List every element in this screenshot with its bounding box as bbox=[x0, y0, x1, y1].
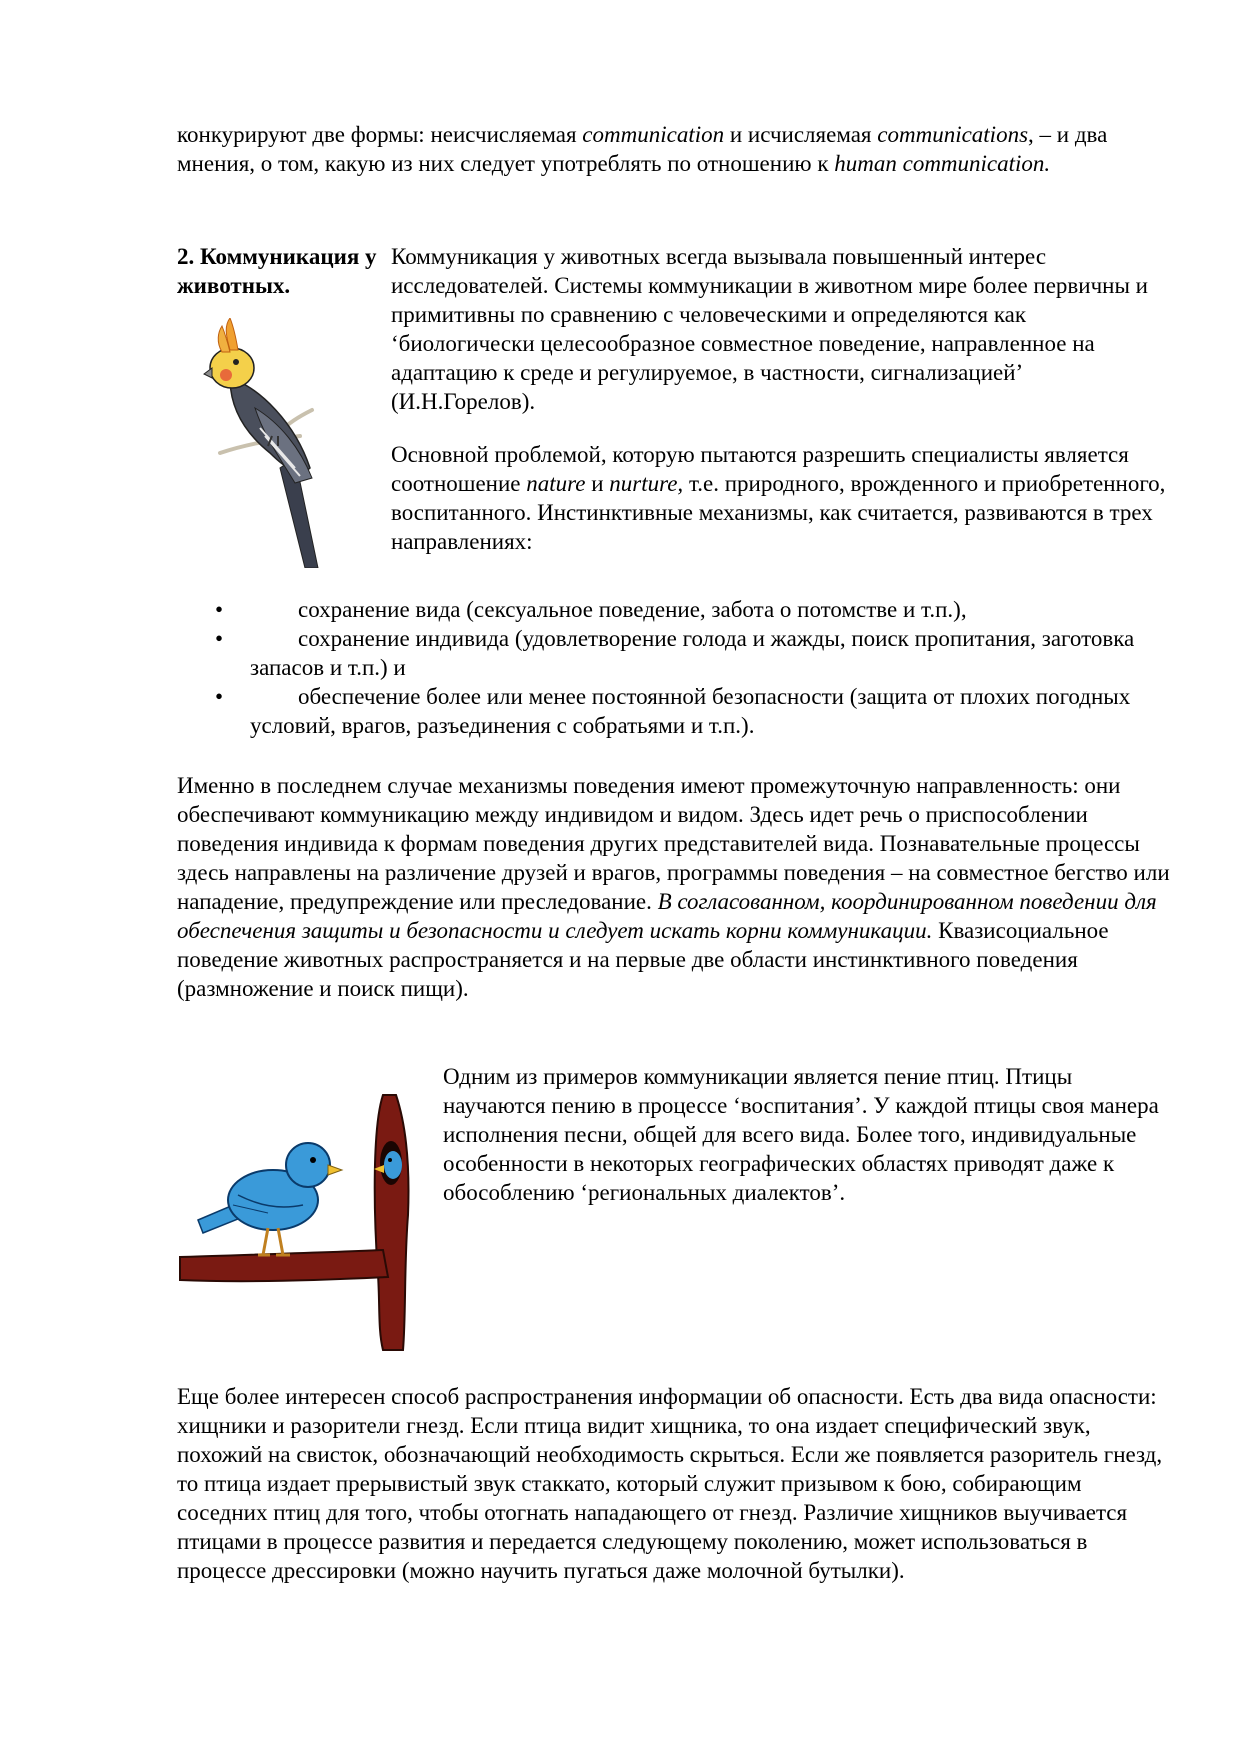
intro-text-1: конкурируют две формы: неисчисляемая bbox=[177, 122, 583, 147]
section-paragraph-2 bbox=[391, 440, 1171, 556]
intro-term-communication: communication bbox=[582, 122, 725, 147]
list-item-text: сохранение вида (сексуальное поведение, забота о потомстве и т.п.), bbox=[298, 597, 967, 622]
bullet-dot-icon: • bbox=[215, 597, 224, 622]
list-item bbox=[177, 682, 1177, 740]
bullet-list bbox=[177, 595, 1177, 740]
paragraph-4 bbox=[443, 1062, 1178, 1207]
bluebirds-on-tree-branch-illustration bbox=[178, 1085, 428, 1355]
section-heading-text: 2. Коммуникация у животных. bbox=[177, 244, 377, 298]
section-paragraph-1 bbox=[391, 242, 1171, 416]
bullet-dot-icon: • bbox=[215, 626, 224, 651]
cockatiel-parrot-illustration bbox=[200, 318, 350, 568]
section-heading bbox=[177, 242, 387, 300]
list-item bbox=[177, 624, 1177, 682]
intro-paragraph bbox=[177, 120, 1177, 178]
p2-term-nature: nature bbox=[526, 471, 586, 496]
list-item-text: обеспечение более или менее постоянной безопасности (защита от плохих погодных условий, врагов, разъединения с собратьями и т.п.). bbox=[250, 684, 1131, 738]
paragraph-5-text: Еще более интересен способ распространения информации об опасности. Есть два вида опасности: хищники и разорители гнезд. Если птица видит хищника, то она издает специфический звук, похожий на свисток, обозначающий необходимость скрыться. Если же появляется разоритель гнезд, то птица издает прерывистый звук стаккато, который служит призывом к бою, собирающим соседних птиц для того, чтобы отогнать нападающего от гнезд. Различие хищников выучивается птицами в процессе развития и передается следующему поколению, может использоваться в процессе дрессировки (можно научить пугаться даже молочной бутылки). bbox=[177, 1384, 1163, 1583]
p3-text-1: Именно в последнем случае механизмы поведения имеют промежуточную направленность: они обеспечивают коммуникацию между индивидом и видом. Здесь идет речь о приспособлении поведения индивида к формам поведения других представителей вида. Познавательные процессы здесь направлены на различение друзей и врагов, программы поведения – на совместное бегство или нападение, предупреждение или преследование. bbox=[177, 773, 1170, 914]
intro-text-2: и исчисляемая bbox=[724, 122, 878, 147]
p2-text-2: и bbox=[585, 471, 610, 496]
intro-text-3: , – и два мнения, о том, какую из них следует употреблять по отношению к bbox=[177, 122, 1108, 176]
p2-text-1: Основной проблемой, которую пытаются разрешить специалисты является соотношение bbox=[391, 442, 1129, 496]
intro-term-human-communication: human communication. bbox=[834, 151, 1051, 176]
p2-text-3: т.е. природного, врожденного и приобретенного, воспитанного. Инстинктивные механизмы, как считается, развиваются в трех направлениях: bbox=[391, 471, 1166, 554]
p3-text-2: Квазисоциальное поведение животных распространяется и на первые две области инстинктивного поведения (размножение и поиск пищи). bbox=[177, 918, 1109, 1001]
paragraph-5 bbox=[177, 1382, 1177, 1585]
parrot-svg bbox=[200, 318, 350, 568]
paragraph-3 bbox=[177, 771, 1177, 1003]
intro-term-communications: communications bbox=[877, 122, 1029, 147]
bluebirds-svg bbox=[178, 1085, 428, 1355]
list-item-text: сохранение индивида (удовлетворение голода и жажды, поиск пропитания, заготовка запасов и т.п.) и bbox=[250, 626, 1135, 680]
p2-term-nurture: nurture, bbox=[609, 471, 684, 496]
bullet-list-items bbox=[177, 595, 1177, 740]
p3-italic-text: В согласованном, координированном поведении для обеспечения защиты и безопасности и следует искать корни коммуникации. bbox=[177, 889, 1157, 943]
paragraph-4-text: Одним из примеров коммуникации является пение птиц. Птицы научаются пению в процессе ‘воспитания’. У каждой птицы своя манера исполнения песни, общей для всего вида. Более того, индивидуальные особенности в некоторых географических областях приводят даже к обособлению ‘региональных диалектов’. bbox=[443, 1064, 1159, 1205]
bullet-dot-icon: • bbox=[215, 684, 224, 709]
list-item bbox=[177, 595, 1177, 624]
section-paragraph-1-text: Коммуникация у животных всегда вызывала повышенный интерес исследователей. Системы коммуникации в животном мире более первичны и примитивны по сравнению с человеческими и определяются как ‘биологически целесообразное совместное поведение, направленное на адаптацию к среде и регулируемое, в частности, сигнализацией’ (И.Н.Горелов). bbox=[391, 244, 1148, 414]
